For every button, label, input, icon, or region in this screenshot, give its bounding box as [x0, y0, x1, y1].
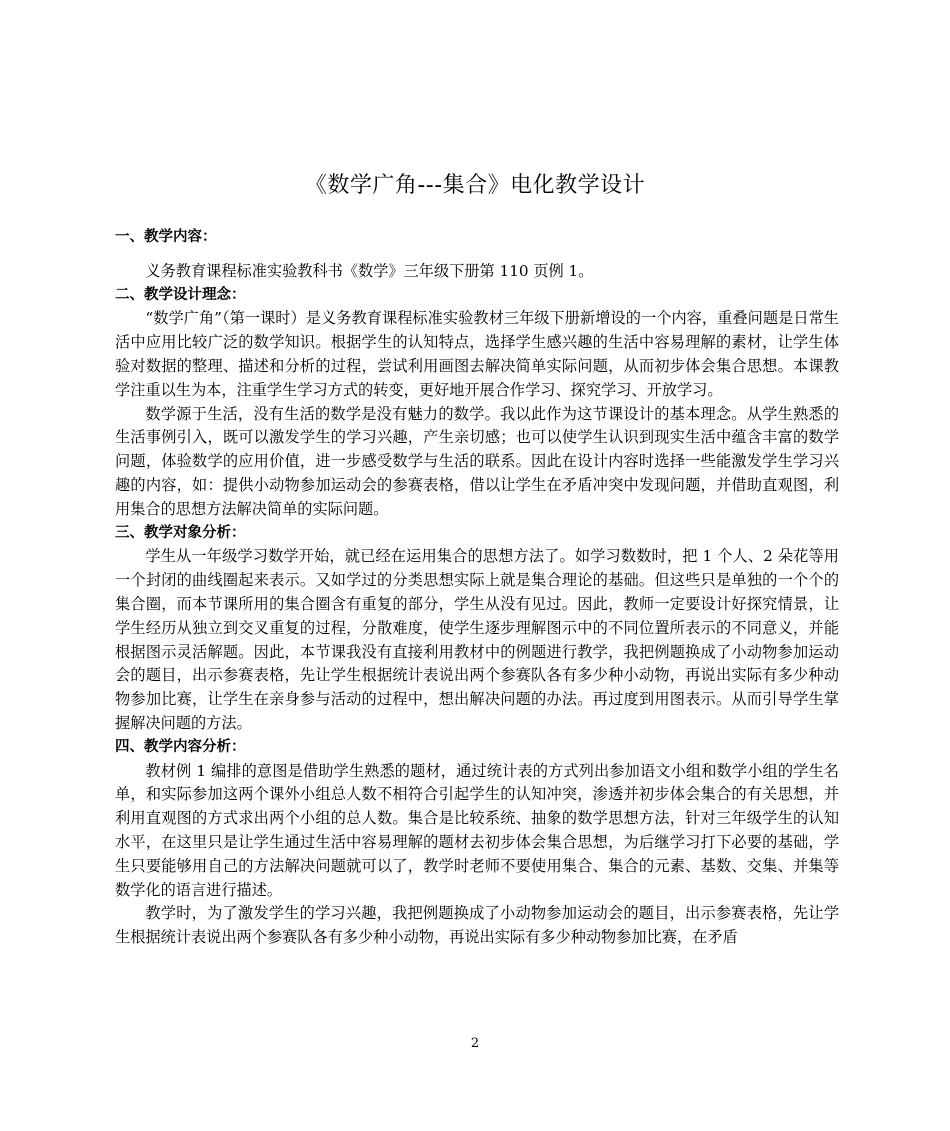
paragraph: 学生从一年级学习数学开始，就已经在运用集合的思想方法了。如学习数数时，把 1 个人、2 朵花等用一个封闭的曲线圈起来表示。又如学过的分类思想实际上就是集合理论的基础。但这些只是单独的一个个的集合圈，而本节课所用的集合圈含有重复的部分，学生从没有见过。因此，教师一定要设计好探究情景，让学生经历从独立到交叉重复的过程，分散难度，使学生逐步理解图示中的不同位置所表示的不同意义，并能根据图示灵活解题。因此，本节课我没有直接利用教材中的例题进行教学，我把例题换成了小动物参加运动会的题目，出示参赛表格，先让学生根据统计表说出两个参赛队各有多少种小动物，再说出实际有多少种动物参加比赛，让学生在亲身参与活动的过程中，想出解决问题的办法。再过度到用图表示。从而引导学生掌握解决问题的方法。 — [115, 547, 839, 732]
paragraph: 教学时，为了激发学生的学习兴趣，我把例题换成了小动物参加运动会的题目，出示参赛表格，先让学生根据统计表说出两个参赛队各有多少种小动物，再说出实际有多少种动物参加比赛，在矛盾 — [115, 904, 839, 947]
document-title: 《数学广角---集合》电化教学设计 — [304, 173, 646, 198]
section-heading-students: 三、教学对象分析： — [115, 524, 246, 541]
page-number: 2 — [470, 1036, 480, 1051]
paragraph: “数学广角”（第一课时）是义务教育课程标准实验教材三年级下册新增设的一个内容，重叠问题是日常生活中应用比较广泛的数学知识。根据学生的认知特点，选择学生感兴趣的生活中容易理解的素材，让学生体验对数据的整理、描述和分析的过程，尝试利用画图去解决简单实际问题，从而初步体会集合思想。本课教学注重以生为本，注重学生学习方式的转变，更好地开展合作学习、探究学习、开放学习。 — [115, 309, 839, 399]
section-heading-content: 一、教学内容： — [115, 229, 217, 245]
section-heading-analysis: 四、教学内容分析： — [115, 738, 246, 755]
paragraph: 数学源于生活，没有生活的数学是没有魅力的数学。我以此作为这节课设计的基本理念。从学生熟悉的生活事例引入，既可以激发学生的学习兴趣，产生亲切感；也可以使学生认识到现实生活中蕴含丰富的数学问题，体验数学的应用价值，进一步感受数学与生活的联系。因此在设计内容时选择一些能激发学生学习兴趣的内容，如：提供小动物参加运动会的参赛表格，借以让学生在矛盾冲突中发现问题，并借助直观图，利用集合的思想方法解决简单的实际问题。 — [115, 404, 839, 518]
section-heading-concept: 二、教学设计理念： — [115, 286, 246, 303]
paragraph: 义务教育课程标准实验教科书《数学》三年级下册第 110 页例 1。 — [145, 261, 594, 280]
document-body — [115, 226, 839, 950]
paragraph: 教材例 1 编排的意图是借助学生熟悉的题材，通过统计表的方式列出参加语文小组和数学小组的学生名单，和实际参加这两个课外小组总人数不相符合引起学生的认知冲突，渗透并初步体会集合的有关思想，并利用直观图的方式求出两个小组的总人数。集合是比较系统、抽象的数学思想方法，针对三年级学生的认知水平，在这里只是让学生通过生活中容易理解的题材去初步体会集合思想，为后继学习打下必要的基础，学生只要能够用自己的方法解决问题就可以了，教学时老师不要使用集合、集合的元素、基数、交集、并集等数学化的语言进行描述。 — [115, 761, 839, 899]
